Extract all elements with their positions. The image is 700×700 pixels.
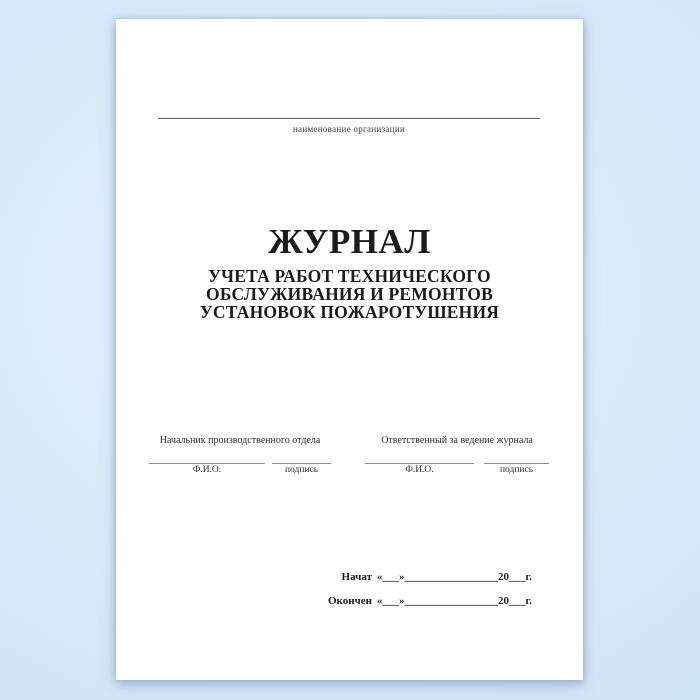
department-head-name-blank: Ф.И.О. xyxy=(149,463,265,475)
start-date-label: Начат xyxy=(341,571,372,583)
journal-title: ЖУРНАЛ xyxy=(268,222,431,261)
journal-start-date-row xyxy=(328,571,532,583)
organization-name-caption: наименование организации xyxy=(292,124,406,134)
department-head-role-label: Начальник производственного отдела xyxy=(159,435,321,446)
journal-end-date-row xyxy=(328,595,532,607)
department-head-signature-blank: подпись xyxy=(272,463,331,475)
signature-column-journal-keeper xyxy=(365,435,549,475)
journal-subtitle-line-3: УСТАНОВОК ПОЖАРОТУШЕНИЯ xyxy=(199,302,500,322)
journal-cover-page xyxy=(116,19,583,680)
journal-dates-block xyxy=(328,571,532,619)
end-date-blank: «___»_________________20___г. xyxy=(376,595,532,607)
start-date-blank: «___»_________________20___г. xyxy=(376,571,532,583)
end-date-label: Окончен xyxy=(327,595,372,607)
organization-name-blank-line xyxy=(158,118,540,137)
journal-subtitle xyxy=(116,267,583,321)
journal-keeper-signature-lines xyxy=(365,463,549,475)
journal-keeper-role-label: Ответственный за ведение журнала xyxy=(381,435,533,446)
journal-subtitle-line-2: ОБСЛУЖИВАНИЯ И РЕМОНТОВ xyxy=(206,284,493,304)
department-head-signature-lines xyxy=(149,463,331,475)
journal-keeper-signature-blank: подпись xyxy=(484,463,549,475)
journal-subtitle-line-1: УЧЕТА РАБОТ ТЕХНИЧЕСКОГО xyxy=(208,266,491,286)
journal-keeper-name-blank: Ф.И.О. xyxy=(365,463,474,475)
signature-column-department-head xyxy=(149,435,331,475)
